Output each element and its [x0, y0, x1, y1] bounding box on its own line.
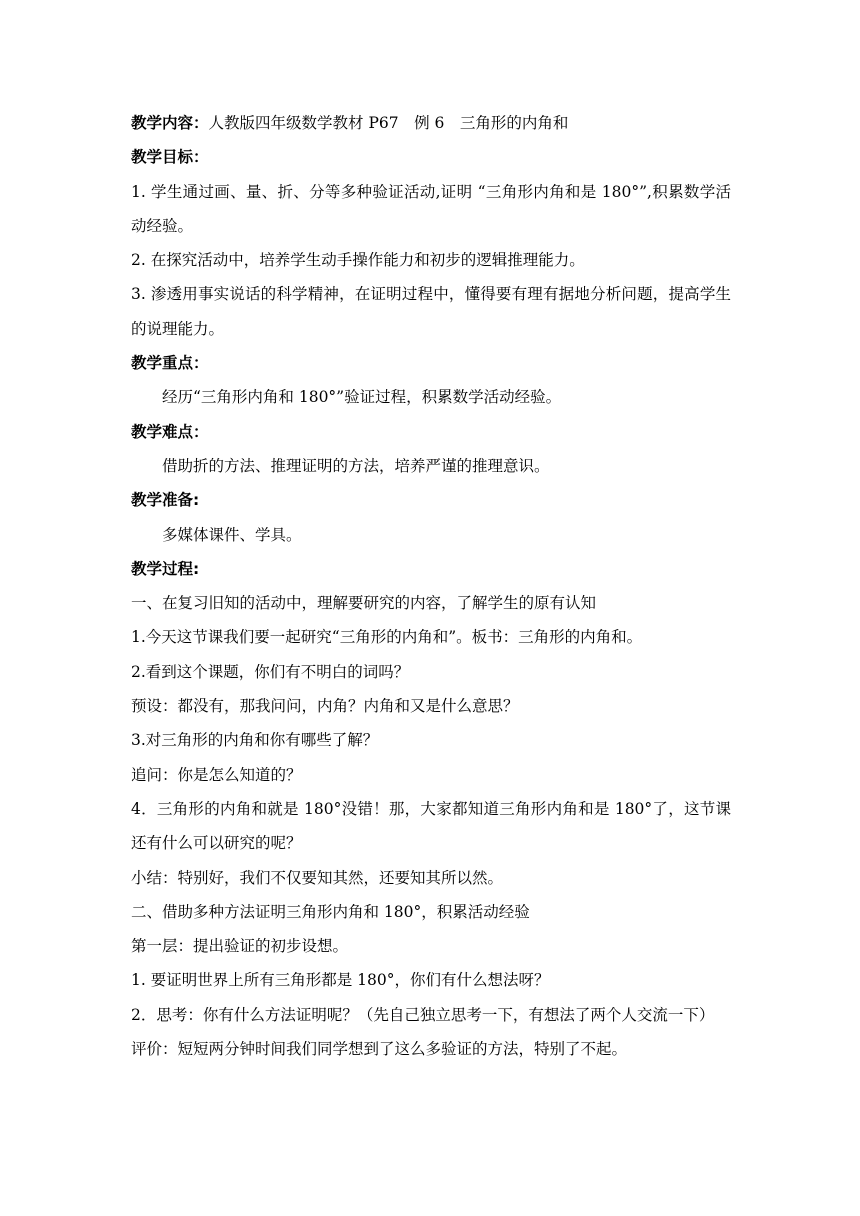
process-evaluation: 评价：短短两分钟时间我们同学想到了这么多验证的方法，特别了不起。 [131, 1040, 628, 1059]
goal-item-3: 3. 渗透用事实说话的科学精神，在证明过程中，懂得要有理有据地分析问题，提高学生的说理能力。 [131, 285, 731, 338]
difficulty-text: 借助折的方法、推理证明的方法，培养严谨的推理意识。 [162, 456, 550, 475]
difficulty-heading: 教学难点： [131, 422, 209, 441]
process-layer-1: 第一层：提出验证的初步设想。 [131, 937, 349, 956]
goal-item-1: 1. 学生通过画、量、折、分等多种验证活动,证明 “三角形内角和是 180°”,积累数学活动经验。 [131, 182, 731, 235]
teaching-goals-heading: 教学目标： [131, 148, 209, 167]
preparation-text: 多媒体课件、学具。 [162, 525, 302, 544]
process-step-1: 1.今天这节课我们要一起研究“三角形的内角和”。板书：三角形的内角和。 [131, 628, 643, 647]
key-point-text: 经历“三角形内角和 180°”验证过程，积累数学活动经验。 [162, 388, 562, 407]
document-body [131, 106, 731, 1066]
process-layer-1-question-2: 2．思考：你有什么方法证明呢？（先自己独立思考一下，有想法了两个人交流一下） [131, 1005, 715, 1024]
teaching-content-text: 人教版四年级数学教材 P67 例 6 三角形的内角和 [208, 114, 569, 132]
process-step-2: 2.看到这个课题，你们有不明白的词吗？ [131, 662, 410, 681]
key-point-heading: 教学重点： [131, 354, 209, 373]
process-section-1-title: 一、在复习旧知的活动中，理解要研究的内容，了解学生的原有认知 [131, 594, 597, 613]
process-heading: 教学过程: [131, 559, 200, 578]
process-follow-up-question: 追问：你是怎么知道的？ [131, 765, 302, 784]
process-summary: 小结：特别好，我们不仅要知其然，还要知其所以然。 [131, 868, 504, 887]
process-section-2-title: 二、借助多种方法证明三角形内角和 180°，积累活动经验 [131, 902, 530, 921]
teaching-content-line [131, 106, 731, 140]
process-preset-answer: 预设：都没有，那我问问，内角？内角和又是什么意思？ [131, 697, 519, 716]
preparation-heading: 教学准备: [131, 491, 200, 510]
teaching-content-heading: 教学内容： [131, 114, 209, 132]
process-step-4: 4．三角形的内角和就是 180°没错！那，大家都知道三角形内角和是 180°了，这节课还有什么可以研究的呢？ [131, 799, 731, 853]
process-layer-1-question-1: 1. 要证明世界上所有三角形都是 180°，你们有什么想法呀？ [131, 971, 550, 990]
goal-item-2: 2. 在探究活动中，培养学生动手操作能力和初步的逻辑推理能力。 [131, 251, 585, 270]
process-step-3: 3.对三角形的内角和你有哪些了解？ [131, 731, 379, 750]
